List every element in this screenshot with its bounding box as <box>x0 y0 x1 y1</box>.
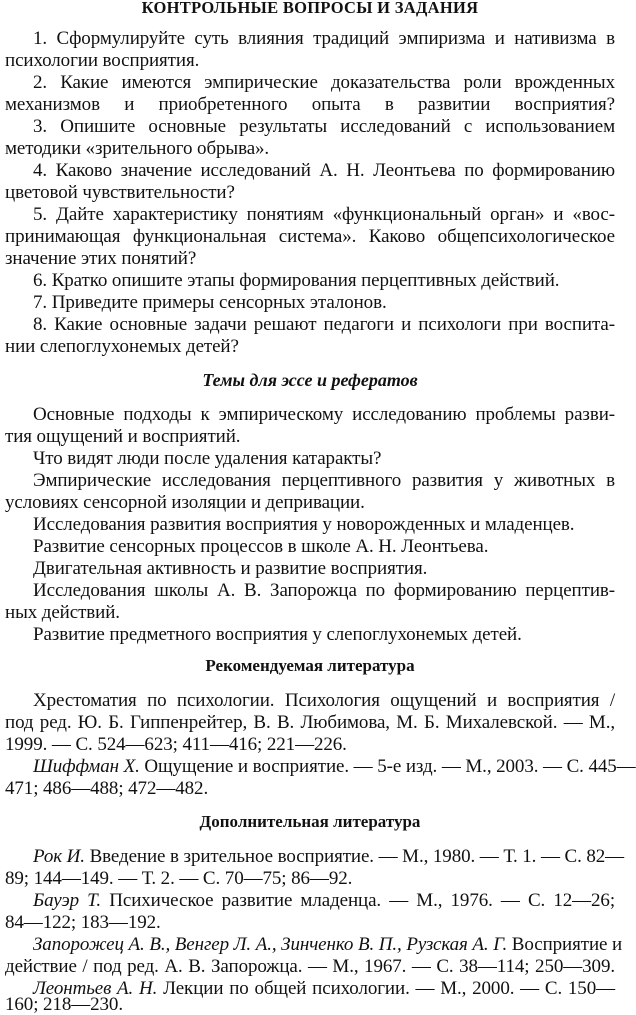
reference-author: Леонтьев А. Н. <box>33 978 158 999</box>
reference-author: Шиффман Х. <box>33 756 140 777</box>
question-line: 1. Сформулируйте суть влияния традиций эмпиризма и нативизма в <box>33 28 615 49</box>
essay-line: Эмпирические исследования перцептивного развития у животных в <box>33 470 615 491</box>
question-line: значение этих понятий? <box>5 248 197 269</box>
question-line: 3. Опишите основные результаты исследований с использованием <box>33 116 615 137</box>
essay-line: тия ощущений и восприятий. <box>5 426 241 447</box>
reference-text: Психическое развитие младенца. — М., 1976. — С. 12—26; <box>101 890 616 911</box>
reference-text: Лекции по общей психологии. — М., 2000. — С. 150— <box>157 978 616 999</box>
reference-line: 84—122; 183—192. <box>5 912 161 933</box>
reference-text: Ощущение и восприятие. — 5-е изд. — М., 2003. — С. 445— <box>139 756 636 777</box>
essays-heading: Темы для эссе и рефератов <box>202 370 418 390</box>
reference-line <box>33 756 636 778</box>
reference-text: Введение в зрительное восприятие. — М., 1980. — Т. 1. — С. 82— <box>84 846 625 867</box>
question-line: методики «зрительного обрыва». <box>5 138 270 159</box>
question-line: психологии восприятия. <box>5 50 200 71</box>
question-line: 5. Дайте характеристику понятиям «функциональный орган» и «вос- <box>33 204 615 225</box>
question-line: 2. Какие имеются эмпирические доказательства роли врожденных <box>33 72 615 93</box>
reference-line: действие / под ред. А. В. Запорожца. — М., 1967. — С. 38—114; 250—309. <box>5 956 615 977</box>
questions-heading: КОНТРОЛЬНЫЕ ВОПРОСЫ И ЗАДАНИЯ <box>141 0 479 17</box>
essay-line: Двигательная активность и развитие восприятия. <box>33 558 428 579</box>
question-line: цветовой чувствительности? <box>5 182 235 203</box>
additional-heading: Дополнительная литература <box>199 812 421 831</box>
essay-line: Исследования развития восприятия у новорожденных и младенцев. <box>33 514 575 535</box>
reference-line: под ред. Ю. Б. Гиппенрейтер, В. В. Любимова, М. Б. Михалевской. — М., <box>5 712 615 733</box>
reference-line: Хрестоматия по психологии. Психология ощущений и восприятия / <box>33 690 615 711</box>
reference-line: 1999. — С. 524—623; 411—416; 221—226. <box>5 734 347 755</box>
reference-author: Рок И. <box>33 846 85 867</box>
reference-line: 160; 218—230. <box>5 994 123 1015</box>
question-line: нии слепоглухонемых детей? <box>5 336 239 357</box>
essay-line: Что видят люди после удаления катаракты? <box>33 448 382 469</box>
question-line: механизмов и приобретенного опыта в развитии восприятия? <box>5 94 615 115</box>
reference-line <box>33 890 615 912</box>
essay-line: Основные подходы к эмпирическому исследованию проблемы разви- <box>33 404 615 425</box>
reference-line: 89; 144—149. — Т. 2. — С. 70—75; 86—92. <box>5 868 353 889</box>
essay-line: условиях сенсорной изоляции и депривации. <box>5 492 365 513</box>
recommended-heading: Рекомендуемая литература <box>205 656 415 675</box>
reference-text: Восприятие и <box>507 934 623 955</box>
question-line: 4. Каково значение исследований А. Н. Леонтьева по формированию <box>33 160 615 181</box>
question-line: принимающая функциональная система». Каково общепсихологическое <box>5 226 615 247</box>
reference-line: 471; 486—488; 472—482. <box>5 778 209 799</box>
reference-line <box>33 934 623 956</box>
reference-author: Запорожец А. В., Венгер Л. А., Зинченко В. П., Рузская А. Г. <box>33 934 508 955</box>
essay-line: Развитие предметного восприятия у слепоглухонемых детей. <box>33 624 522 645</box>
essay-line: Развитие сенсорных процессов в школе А. Н. Леонтьева. <box>33 536 489 557</box>
essay-line: ных действий. <box>5 602 120 623</box>
question-line: 8. Какие основные задачи решают педагоги и психологи при воспита- <box>33 314 615 335</box>
reference-line <box>33 846 625 868</box>
question-line: 6. Кратко опишите этапы формирования перцептивных действий. <box>33 270 560 291</box>
reference-author: Бауэр Т. <box>33 890 102 911</box>
essay-line: Исследования школы А. В. Запорожца по формированию перцептив- <box>33 580 615 601</box>
question-line: 7. Приведите примеры сенсорных эталонов. <box>33 292 387 313</box>
